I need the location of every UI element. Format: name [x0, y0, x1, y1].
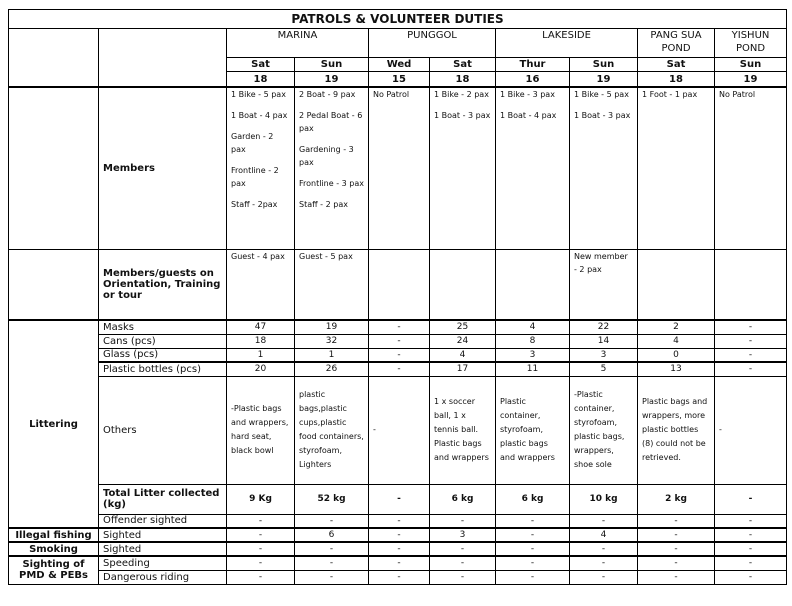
header-blank-1 — [9, 29, 99, 88]
total-litter-value: - — [369, 484, 430, 514]
members-blank — [9, 87, 99, 249]
day-header: Sun — [295, 58, 369, 72]
day-header: Wed — [369, 58, 430, 72]
total-litter-value: 9 Kg — [227, 484, 295, 514]
members-entry: 1 Bike - 5 pax — [574, 90, 629, 99]
members-entry: Staff - 2 pax — [299, 200, 348, 209]
members-entry: 2 Pedal Boat - 6 pax — [299, 111, 363, 133]
location-header: MARINA — [227, 29, 369, 58]
litter-value: 20 — [227, 362, 295, 376]
fishing-value: - — [227, 528, 295, 542]
litter-value: - — [369, 348, 430, 362]
litter-value: 19 — [295, 320, 369, 334]
others-value: - — [369, 376, 430, 484]
others-value: -Plastic container, styrofoam, plastic bags, wrappers, shoe sole — [570, 376, 638, 484]
litter-value: 4 — [638, 334, 715, 348]
pmd-value: - — [715, 570, 787, 584]
members-entry: No Patrol — [719, 90, 756, 99]
litter-value: 1 — [295, 348, 369, 362]
pmd-row-label: Dangerous riding — [99, 570, 227, 584]
litter-value: 17 — [430, 362, 496, 376]
litter-value: - — [715, 320, 787, 334]
members-entry: Frontline - 3 pax — [299, 179, 364, 188]
litter-value: 18 — [227, 334, 295, 348]
smoking-value: - — [638, 542, 715, 556]
orientation-cell: Guest - 4 pax — [227, 249, 295, 320]
smoking-label: Smoking — [9, 542, 99, 556]
smoking-value: - — [430, 542, 496, 556]
litter-value: 8 — [496, 334, 570, 348]
pmd-value: - — [295, 570, 369, 584]
pmd-value: - — [638, 556, 715, 570]
smoking-value: - — [570, 542, 638, 556]
pmd-value: - — [496, 556, 570, 570]
day-header: Sat — [638, 58, 715, 72]
litter-value: 26 — [295, 362, 369, 376]
litter-value: 3 — [570, 348, 638, 362]
members-entry: 1 Bike - 3 pax — [500, 90, 555, 99]
date-header: 19 — [295, 72, 369, 88]
members-entry: Staff - 2pax — [231, 200, 278, 209]
pmd-value: - — [638, 570, 715, 584]
smoking-value: - — [295, 542, 369, 556]
offender-value: - — [496, 514, 570, 528]
fishing-value: - — [715, 528, 787, 542]
pmd-value: - — [227, 570, 295, 584]
fishing-value: - — [638, 528, 715, 542]
total-litter-value: 6 kg — [496, 484, 570, 514]
litter-value: 1 — [227, 348, 295, 362]
smoking-value: - — [227, 542, 295, 556]
total-litter-value: 10 kg — [570, 484, 638, 514]
pmd-value: - — [496, 570, 570, 584]
litter-value: 32 — [295, 334, 369, 348]
members-entry: 1 Boat - 4 pax — [500, 111, 557, 120]
litter-value: 3 — [496, 348, 570, 362]
litter-row-label: Plastic bottles (pcs) — [99, 362, 227, 376]
others-value: - — [715, 376, 787, 484]
members-entry: No Patrol — [373, 90, 410, 99]
litter-value: 25 — [430, 320, 496, 334]
members-entry: Garden - 2 pax — [231, 132, 274, 154]
offender-value: - — [369, 514, 430, 528]
pmd-value: - — [369, 556, 430, 570]
members-cell — [496, 87, 570, 249]
others-value: plastic bags,plastic cups,plastic food containers, styrofoam, Lighters — [295, 376, 369, 484]
members-entry: 1 Boat - 3 pax — [574, 111, 631, 120]
offender-value: - — [715, 514, 787, 528]
smoking-sub: Sighted — [99, 542, 227, 556]
date-header: 15 — [369, 72, 430, 88]
members-entry: 1 Foot - 1 pax — [642, 90, 698, 99]
orientation-label: Members/guests on Orientation, Training or tour — [99, 249, 227, 320]
date-header: 18 — [227, 72, 295, 88]
date-header: 16 — [496, 72, 570, 88]
orientation-blank — [9, 249, 99, 320]
members-entry: 1 Bike - 2 pax — [434, 90, 489, 99]
orientation-cell: Guest - 5 pax — [295, 249, 369, 320]
litter-value: 22 — [570, 320, 638, 334]
location-header: PANG SUA POND — [638, 29, 715, 58]
total-litter-value: 2 kg — [638, 484, 715, 514]
pmd-value: - — [430, 570, 496, 584]
offender-value: - — [638, 514, 715, 528]
pmd-value: - — [430, 556, 496, 570]
pmd-value: - — [715, 556, 787, 570]
members-cell — [295, 87, 369, 249]
total-litter-value: - — [715, 484, 787, 514]
litter-value: 24 — [430, 334, 496, 348]
total-litter-value: 6 kg — [430, 484, 496, 514]
litter-value: 14 — [570, 334, 638, 348]
patrol-duties-table — [8, 9, 787, 585]
total-litter-label: Total Litter collected (kg) — [99, 484, 227, 514]
litter-value: 47 — [227, 320, 295, 334]
pmd-label: Sighting of PMD & PEBs — [9, 556, 99, 584]
orientation-cell: New member - 2 pax — [570, 249, 638, 320]
offender-value: - — [570, 514, 638, 528]
day-header: Sat — [430, 58, 496, 72]
litter-value: 4 — [430, 348, 496, 362]
pmd-value: - — [570, 570, 638, 584]
members-cell — [570, 87, 638, 249]
litter-value: - — [715, 334, 787, 348]
members-entry: 1 Boat - 4 pax — [231, 111, 288, 120]
day-header: Thur — [496, 58, 570, 72]
litter-value: - — [715, 348, 787, 362]
fishing-value: - — [496, 528, 570, 542]
smoking-value: - — [496, 542, 570, 556]
offender-value: - — [227, 514, 295, 528]
members-entry: Gardening - 3 pax — [299, 145, 354, 167]
litter-value: 2 — [638, 320, 715, 334]
location-header: YISHUN POND — [715, 29, 787, 58]
total-litter-value: 52 kg — [295, 484, 369, 514]
orientation-cell — [496, 249, 570, 320]
litter-value: 0 — [638, 348, 715, 362]
fishing-value: 4 — [570, 528, 638, 542]
pmd-value: - — [369, 570, 430, 584]
litter-value: 13 — [638, 362, 715, 376]
members-entry: Frontline - 2 pax — [231, 166, 279, 188]
pmd-value: - — [570, 556, 638, 570]
members-cell — [369, 87, 430, 249]
orientation-cell — [638, 249, 715, 320]
illegal-fishing-sub: Sighted — [99, 528, 227, 542]
day-header: Sat — [227, 58, 295, 72]
members-cell — [715, 87, 787, 249]
litter-value: - — [369, 334, 430, 348]
header-blank-2 — [99, 29, 227, 88]
others-label: Others — [99, 376, 227, 484]
date-header: 19 — [570, 72, 638, 88]
members-entry: 1 Bike - 5 pax — [231, 90, 286, 99]
day-header: Sun — [570, 58, 638, 72]
others-value: 1 x soccer ball, 1 x tennis ball. Plastic bags and wrappers — [430, 376, 496, 484]
litter-row-label: Glass (pcs) — [99, 348, 227, 362]
litter-value: 4 — [496, 320, 570, 334]
litter-value: 11 — [496, 362, 570, 376]
fishing-value: - — [369, 528, 430, 542]
fishing-value: 6 — [295, 528, 369, 542]
pmd-value: - — [227, 556, 295, 570]
orientation-cell — [369, 249, 430, 320]
members-cell — [430, 87, 496, 249]
location-header: LAKESIDE — [496, 29, 638, 58]
smoking-value: - — [715, 542, 787, 556]
others-value: -Plastic bags and wrappers, hard seat, black bowl — [227, 376, 295, 484]
members-entry: 2 Boat - 9 pax — [299, 90, 356, 99]
table-title: PATROLS & VOLUNTEER DUTIES — [9, 10, 787, 29]
date-header: 18 — [638, 72, 715, 88]
litter-row-label: Masks — [99, 320, 227, 334]
litter-row-label: Cans (pcs) — [99, 334, 227, 348]
offender-label: Offender sighted — [99, 514, 227, 528]
offender-value: - — [430, 514, 496, 528]
litter-value: - — [369, 362, 430, 376]
members-entry: 1 Boat - 3 pax — [434, 111, 491, 120]
litter-value: - — [369, 320, 430, 334]
pmd-value: - — [295, 556, 369, 570]
members-cell — [227, 87, 295, 249]
others-value: Plastic container, styrofoam, plastic bags and wrappers — [496, 376, 570, 484]
fishing-value: 3 — [430, 528, 496, 542]
orientation-cell — [430, 249, 496, 320]
orientation-cell — [715, 249, 787, 320]
offender-value: - — [295, 514, 369, 528]
day-header: Sun — [715, 58, 787, 72]
pmd-row-label: Speeding — [99, 556, 227, 570]
others-value: Plastic bags and wrappers, more plastic bottles (8) could not be retrieved. — [638, 376, 715, 484]
litter-value: 5 — [570, 362, 638, 376]
members-label: Members — [99, 87, 227, 249]
illegal-fishing-label: Illegal fishing — [9, 528, 99, 542]
littering-label: Littering — [9, 320, 99, 528]
litter-value: - — [715, 362, 787, 376]
smoking-value: - — [369, 542, 430, 556]
location-header: PUNGGOL — [369, 29, 496, 58]
date-header: 18 — [430, 72, 496, 88]
date-header: 19 — [715, 72, 787, 88]
members-cell — [638, 87, 715, 249]
